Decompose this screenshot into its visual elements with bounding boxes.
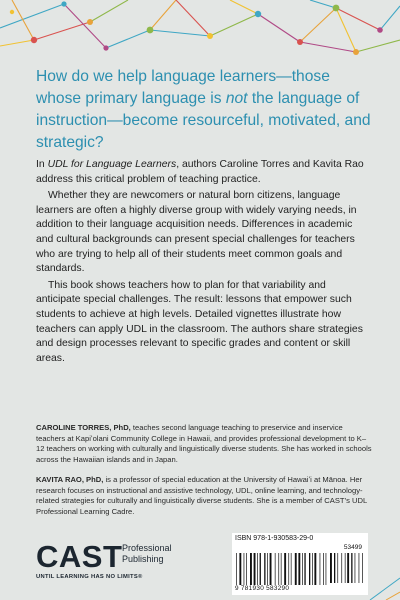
isbn-number: ISBN 978-1-930583-29-0: [235, 535, 314, 542]
barcode-digits: 9 781930 583290: [235, 585, 290, 592]
lead-question: [36, 66, 376, 154]
book-title: UDL for Language Learners: [47, 159, 177, 170]
lead-text-part: How do we help language learners—those whose primary language is: [36, 68, 330, 107]
author-bio: [36, 475, 372, 517]
author-name: KAVITA RAO, PhD,: [36, 475, 104, 484]
description-paragraph: This book shows teachers how to plan for that variability and anticipate special challenges. The result: lessons that empower such students to achieve at high levels. Detailed vignettes illustrate how teachers can apply UDL in the classroom. The authors share strategies and design processes relevant to specific grades and content or skill areas.: [36, 279, 363, 364]
imprint-line: Publishing: [122, 554, 164, 564]
description: [36, 158, 372, 366]
author-bio-text: is a professor of special education at the University of Hawaiʻi at Mānoa. Her research focuses on instructional and assistive technology, UDL, online learning, and technology-related strategies for culturally and linguistically diverse students. She is a member of CAST’s UDL Professional Learning Cadre.: [36, 475, 367, 516]
isbn-barcode: [232, 533, 368, 595]
paragraph-text: , authors Caroline Torres and Kavita Rao address this critical problem of teaching practice.: [36, 159, 364, 185]
author-bio-text: teaches second language teaching to preservice and inservice teachers at Kapiʻolani Community College in Hawaii, and provides professional development to K–12 teachers on working with culturally and linguistically diverse students. She has worked in schools across the Hawaiian islands and in Japan.: [36, 423, 372, 464]
barcode-addon-bars: [330, 553, 364, 583]
lead-text-part: the language of instruction—become resourceful, motivated, and strategic?: [36, 90, 371, 151]
publisher-logo: [36, 540, 236, 590]
lead-emphasis: not: [225, 90, 248, 107]
price-code: 53499: [343, 544, 362, 551]
paragraph-text: In: [36, 159, 48, 170]
description-paragraph: [36, 158, 372, 187]
imprint-line: Professional: [122, 543, 172, 553]
author-bio: [36, 423, 372, 465]
author-name: CAROLINE TORRES, PhD,: [36, 423, 131, 432]
cast-logo-wordmark: CAST: [36, 539, 123, 574]
publisher-imprint: [122, 543, 172, 565]
description-paragraph: Whether they are newcomers or natural born citizens, language learners are often a highly diverse group with widely varying needs, in addition to their language acquisition needs. Differences in academic and cultural backgrounds can present special challenges for teachers who are trying to help all of their students meet common goals and standards.: [36, 190, 357, 275]
publisher-tagline: UNTIL LEARNING HAS NO LIMITS®: [36, 574, 143, 580]
barcode-bars: [236, 553, 328, 585]
